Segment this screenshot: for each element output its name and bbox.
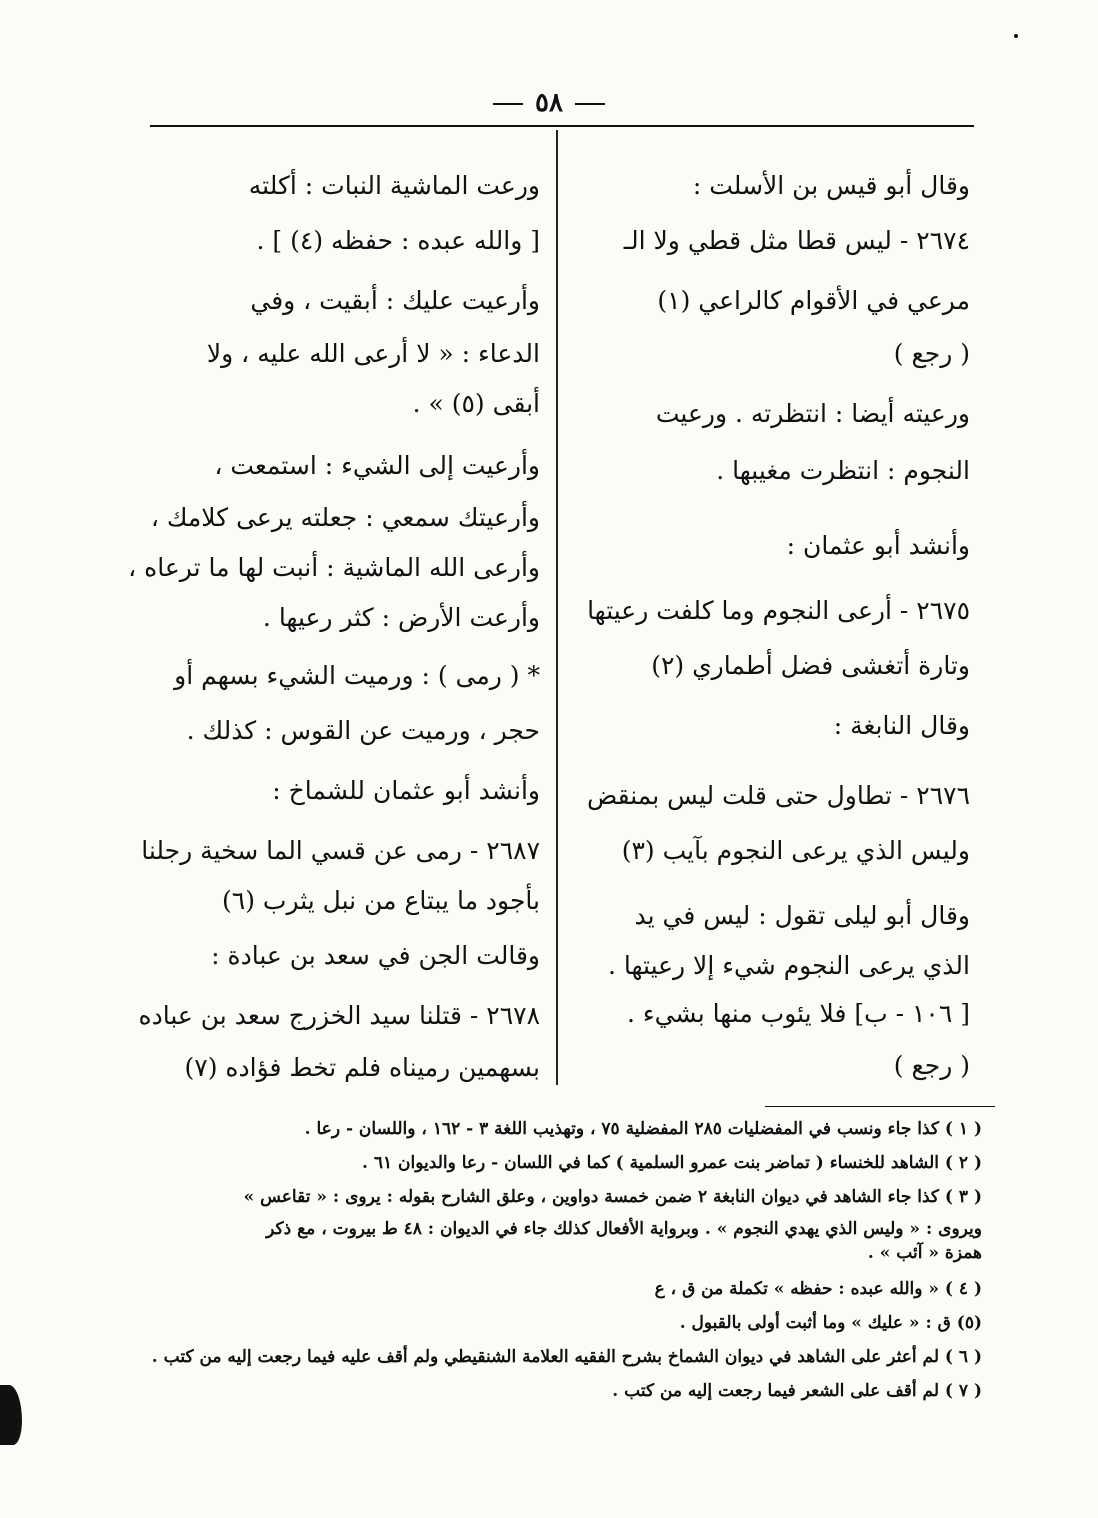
column-divider — [556, 130, 558, 1085]
stray-dot — [1014, 34, 1018, 38]
page-number-text: ٥٨ — [535, 88, 563, 118]
footnote: ( ٣ ) كذا جاء الشاهد في ديوان النابغة ٢ ضمن خمسة دواوين ، وعلق الشارح بقوله : يروى : « تقاعس » — [243, 1187, 982, 1207]
text-line: النجوم : انتظرت مغيبها . — [716, 456, 970, 485]
footnote: ويروى : « وليس الذي يهدي النجوم » . وبرواية الأفعال كذلك جاء في الديوان : ٤٨ ط بيروت ، مع ذكر — [266, 1219, 982, 1239]
text-line: وقالت الجن في سعد بن عبادة : — [211, 941, 540, 970]
text-line: وقال أبو ليلى تقول : ليس في يد — [634, 901, 970, 930]
verse-line: ٢٦٧٥ - أرعى النجوم وما كلفت رعيتها — [587, 596, 970, 625]
text-line: الذي يرعى النجوم شيء إلا رعيتها . — [608, 951, 970, 980]
footnote: ( ١ ) كذا جاء ونسب في المفضليات ٢٨٥ المفضلية ٧٥ ، وتهذيب اللغة ٣ - ١٦٢ ، واللسان - رعا . — [304, 1119, 982, 1139]
text-line: حجر ، ورميت عن القوس : كذلك . — [186, 716, 540, 745]
text-line: وأرعى الله الماشية : أنبت لها ما ترعاه ، — [128, 553, 540, 582]
page-number — [0, 88, 1098, 118]
verse-line: ٢٦٨٧ - رمى عن قسي الما سخية رجلنا — [141, 836, 540, 865]
text-line: وأنشد أبو عثمان للشماخ : — [272, 776, 540, 805]
text-line: وأرعيت عليك : أبقيت ، وفي — [250, 286, 540, 315]
verse-line: وليس الذي يرعى النجوم بآيب (٣) — [621, 836, 970, 865]
footnote: ( ٦ ) لم أعثر على الشاهد في ديوان الشماخ بشرح الفقيه العلامة الشنقيطي ولم أقف عليه فيما رجعت إليه من كتب . — [151, 1347, 982, 1367]
verse-line: ٢٦٧٤ - ليس قطا مثل قطي ولا الـ — [623, 226, 970, 255]
scan-edge-blot — [0, 1385, 22, 1445]
text-line: وأنشد أبو عثمان : — [786, 531, 970, 560]
footnote: ( ٧ ) لم أقف على الشعر فيما رجعت إليه من كتب . — [612, 1381, 982, 1401]
text-line: وأرعيت إلى الشيء : استمعت ، — [214, 451, 540, 480]
footnote: ( ٤ ) « والله عبده : حفظه » تكملة من ق ، ع — [654, 1279, 982, 1299]
text-line: أبقى (٥) » . — [412, 389, 540, 418]
verse-line: مرعي في الأقوام كالراعي (١) — [657, 286, 970, 315]
footnote: همزة « آئب » . — [867, 1243, 982, 1263]
verse-line: ٢٦٧٨ - قتلنا سيد الخزرج سعد بن عباده — [138, 1001, 540, 1030]
header-rule — [150, 125, 974, 127]
text-line: الدعاء : « لا أرعى الله عليه ، ولا — [206, 339, 540, 368]
text-line: * ( رمى ) : ورميت الشيء بسهم أو — [174, 661, 540, 690]
text-line: وقال النابغة : — [833, 711, 970, 740]
verse-line: ٢٦٧٦ - تطاول حتى قلت ليس بمنقض — [586, 781, 970, 810]
verse-line: وتارة أتغشى فضل أطماري (٢) — [651, 651, 970, 680]
text-line: وأرعيتك سمعي : جعلته يرعى كلامك ، — [150, 503, 540, 532]
text-line: ( رجع ) — [893, 339, 970, 368]
verse-line: بأجود ما يبتاع من نبل يثرب (٦) — [222, 886, 540, 915]
page-number-dash — [575, 103, 605, 105]
text-line: [ والله عبده : حفظه (٤) ] . — [256, 226, 540, 255]
text-line: ( رجع ) — [893, 1051, 970, 1080]
text-line: [ ١٠٦ - ب] فلا يئوب منها بشيء . — [626, 999, 970, 1028]
footnote: ( ٢ ) الشاهد للخنساء ( تماضر بنت عمرو السلمية ) كما في اللسان - رعا والديوان ٦١ . — [362, 1153, 982, 1173]
text-line: ورعت الماشية النبات : أكلته — [248, 171, 540, 200]
text-line: وقال أبو قيس بن الأسلت : — [692, 171, 970, 200]
text-line: وأرعت الأرض : كثر رعيها . — [262, 603, 540, 632]
footnote: (٥) ق : « عليك » وما أثبت أولى بالقبول . — [679, 1313, 982, 1333]
footnote-rule — [765, 1106, 995, 1107]
page-number-dash — [493, 103, 523, 105]
text-line: ورعيته أيضا : انتظرته . ورعيت — [655, 399, 970, 428]
verse-line: بسهمين رميناه فلم تخط فؤاده (٧) — [184, 1053, 540, 1082]
